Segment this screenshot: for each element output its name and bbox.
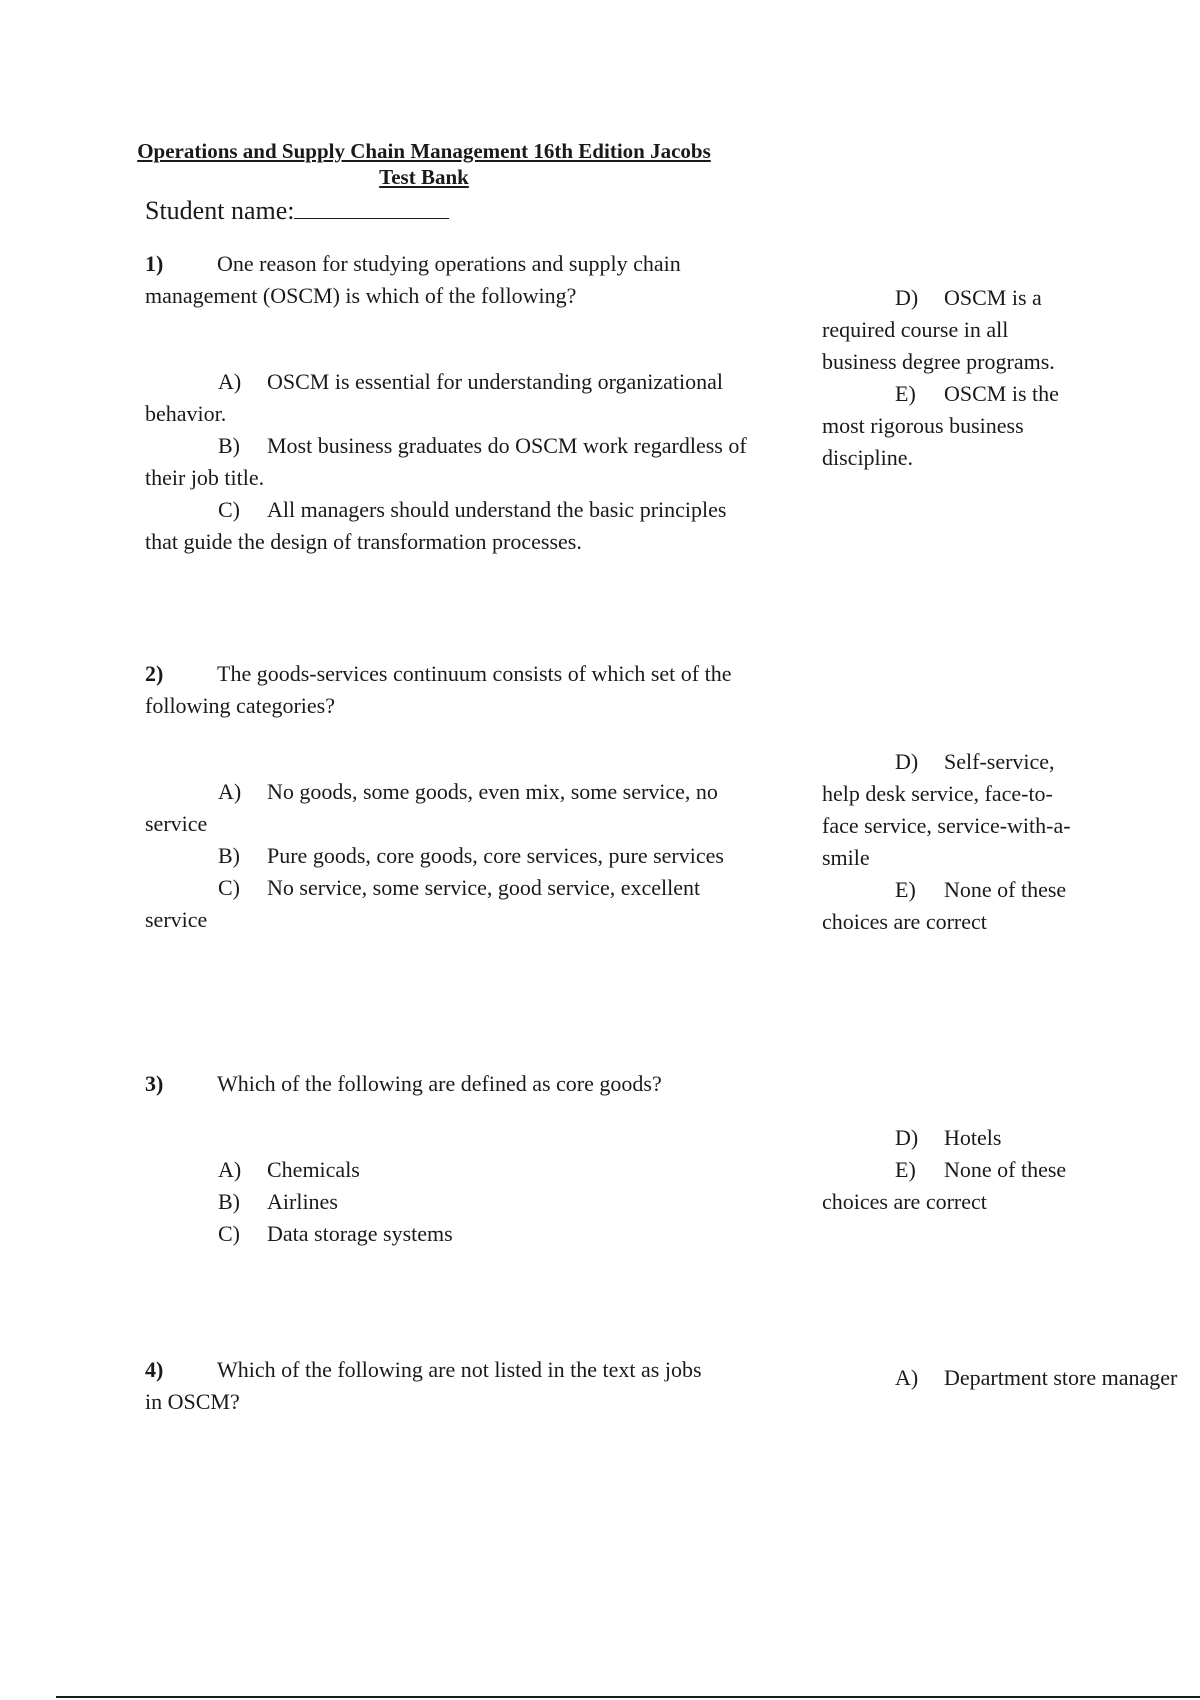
title-line-1: Operations and Supply Chain Management 16th Edition Jacobs	[137, 139, 711, 163]
student-name-label: Student name:	[145, 196, 295, 225]
question-4-text	[145, 1354, 715, 1418]
option-a: A) Chemicals	[218, 1157, 360, 1182]
option-c: C) All managers should understand the basic principles that guide the design of transformation processes.	[145, 497, 727, 554]
question-3-options-left	[145, 1154, 755, 1250]
student-name-field	[145, 196, 449, 226]
question-1-options-left	[145, 366, 755, 558]
document-title	[124, 138, 724, 190]
option-e: E) OSCM is the most rigorous business discipline.	[822, 381, 1059, 470]
question-prompt: Which of the following are not listed in the text as jobs in OSCM?	[145, 1357, 702, 1414]
question-2-text	[145, 658, 755, 722]
question-number: 1)	[145, 251, 164, 276]
option-e: E) None of these choices are correct	[822, 1157, 1067, 1214]
option-b: B) Most business graduates do OSCM work regardless of their job title.	[145, 433, 747, 490]
question-3-text	[145, 1068, 755, 1100]
option-c: C) No service, some service, good service, excellent service	[145, 875, 701, 932]
question-1-text	[145, 248, 755, 312]
option-b: B) Pure goods, core goods, core services, pure services	[218, 843, 724, 868]
question-3-options-right	[822, 1122, 1084, 1218]
option-a: A) OSCM is essential for understanding organizational behavior.	[145, 369, 724, 426]
question-2-options-right	[822, 746, 1084, 938]
student-name-blank[interactable]	[294, 196, 449, 219]
option-e: E) None of these choices are correct	[822, 877, 1067, 934]
option-b: B) Airlines	[218, 1189, 338, 1214]
option-a: A) No goods, some goods, even mix, some service, no service	[145, 779, 718, 836]
option-c: C) Data storage systems	[218, 1221, 453, 1246]
question-prompt: The goods-services continuum consists of which set of the following categories?	[145, 661, 732, 718]
title-line-2: Test Bank	[379, 165, 469, 189]
question-prompt: Which of the following are defined as core goods?	[217, 1071, 662, 1096]
option-d: D) Self-service, help desk service, face-to-face service, service-with-a-smile	[822, 749, 1071, 870]
question-number: 4)	[145, 1357, 164, 1382]
question-2-options-left	[145, 776, 755, 936]
option-d: D) OSCM is a required course in all business degree programs.	[822, 285, 1055, 374]
question-1-options-right	[822, 282, 1084, 474]
question-4-option-a: A) Department store manager	[895, 1365, 1178, 1390]
footer-divider	[56, 1696, 1200, 1698]
option-d: D) Hotels	[895, 1125, 1002, 1150]
question-number: 2)	[145, 661, 164, 686]
question-prompt: One reason for studying operations and supply chain management (OSCM) is which of the following?	[145, 251, 681, 308]
question-number: 3)	[145, 1071, 164, 1096]
